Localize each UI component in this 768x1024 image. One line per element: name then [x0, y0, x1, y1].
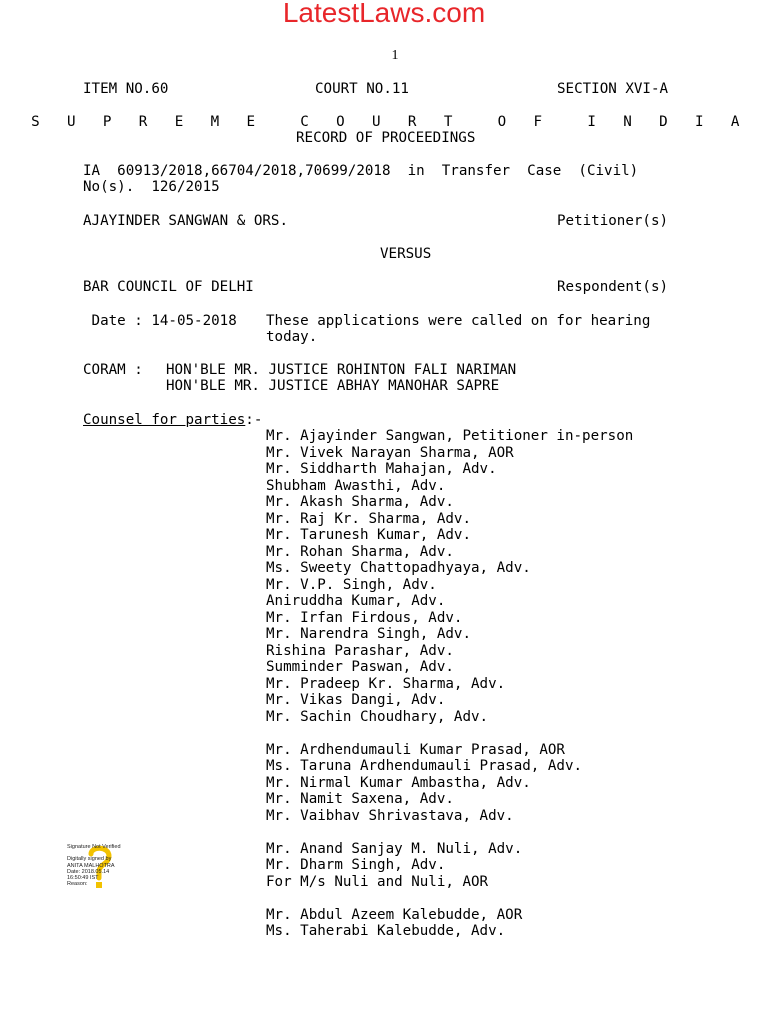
- counsel-name: Summinder Paswan, Adv.: [266, 659, 454, 675]
- counsel-name: Rishina Parashar, Adv.: [266, 642, 454, 659]
- counsel-name: Mr. Anand Sanjay M. Nuli, Adv.: [266, 840, 523, 857]
- counsel-name: Ms. Taruna Ardhendumauli Prasad, Adv.: [266, 758, 583, 774]
- counsel-name: Mr. Ardhendumauli Kumar Prasad, AOR: [266, 741, 565, 758]
- hearing-date: Date : 14-05-2018: [83, 313, 237, 329]
- counsel-name: Mr. Dharm Singh, Adv.: [266, 857, 446, 873]
- signature-line: Signature Not Verified: [67, 844, 121, 850]
- respondent-name: BAR COUNCIL OF DELHI: [83, 279, 254, 295]
- counsel-group-gap: [266, 824, 633, 841]
- coram-label: CORAM :: [83, 362, 143, 378]
- record-title: RECORD OF PROCEEDINGS: [296, 130, 476, 146]
- counsel-group-gap: [266, 725, 633, 742]
- counsel-name: Mr. Vaibhav Shrivastava, Adv.: [266, 807, 514, 824]
- counsel-name: Mr. Raj Kr. Sharma, Adv.: [266, 510, 471, 527]
- counsel-name: Mr. Vikas Dangi, Adv.: [266, 692, 446, 708]
- court-name: S U P R E M E C O U R T O F I N D I A: [31, 114, 749, 130]
- hearing-text-2: today.: [266, 329, 318, 345]
- counsel-list: [266, 428, 633, 940]
- counsel-name: Aniruddha Kumar, Adv.: [266, 593, 446, 609]
- signature-text: [67, 844, 147, 887]
- coram-judge-1: HON'BLE MR. JUSTICE ROHINTON FALI NARIMAN: [166, 362, 517, 378]
- item-number: ITEM NO.60: [83, 81, 169, 97]
- counsel-name: Mr. Akash Sharma, Adv.: [266, 494, 454, 510]
- counsel-name: For M/s Nuli and Nuli, AOR: [266, 873, 489, 890]
- counsel-name: Mr. V.P. Singh, Adv.: [266, 576, 437, 593]
- signature-line: Reason:: [67, 881, 88, 888]
- counsel-heading: Counsel for parties: [83, 412, 246, 428]
- counsel-name: Mr. Tarunesh Kumar, Adv.: [266, 527, 471, 543]
- counsel-heading-suffix: :-: [245, 412, 263, 428]
- counsel-name: Mr. Namit Saxena, Adv.: [266, 791, 454, 807]
- coram-judge-2: HON'BLE MR. JUSTICE ABHAY MANOHAR SAPRE: [166, 378, 500, 394]
- counsel-name: Mr. Nirmal Kumar Ambastha, Adv.: [266, 774, 531, 791]
- counsel-name: Mr. Rohan Sharma, Adv.: [266, 543, 454, 560]
- signature-line: ANITA MALHOTRA: [67, 862, 115, 869]
- counsel-name: Mr. Ajayinder Sangwan, Petitioner in-person: [266, 428, 634, 444]
- section-label: SECTION XVI-A: [557, 81, 669, 97]
- counsel-name: Mr. Narendra Singh, Adv.: [266, 626, 471, 642]
- counsel-name: Mr. Vivek Narayan Sharma, AOR: [266, 444, 514, 461]
- counsel-name: Mr. Pradeep Kr. Sharma, Adv.: [266, 675, 506, 692]
- counsel-name: Mr. Irfan Firdous, Adv.: [266, 609, 463, 626]
- petitioner-role: Petitioner(s): [557, 213, 669, 229]
- court-number: COURT NO.11: [315, 81, 409, 97]
- watermark-logo-text: LatestLaws.com: [282, 0, 486, 28]
- counsel-heading-row: [83, 412, 262, 429]
- counsel-name: Mr. Siddharth Mahajan, Adv.: [266, 461, 497, 477]
- counsel-name: Ms. Sweety Chattopadhyaya, Adv.: [266, 560, 531, 576]
- digital-signature-block: [67, 844, 147, 892]
- counsel-name: Mr. Abdul Azeem Kalebudde, AOR: [266, 906, 523, 923]
- counsel-group-gap: [266, 890, 633, 907]
- page-number: 1: [391, 48, 399, 63]
- respondent-role: Respondent(s): [557, 279, 669, 295]
- counsel-name: Shubham Awasthi, Adv.: [266, 477, 446, 494]
- signature-line: 16:50:49 IST: [67, 875, 99, 882]
- hearing-text-1: These applications were called on for hearing: [266, 313, 651, 329]
- case-line-1: IA 60913/2018,66704/2018,70699/2018 in Transfer Case (Civil): [83, 163, 639, 179]
- case-line-2: No(s). 126/2015: [83, 179, 220, 195]
- counsel-name: Mr. Sachin Choudhary, Adv.: [266, 708, 489, 725]
- signature-line: Digitally signed by: [67, 856, 112, 863]
- counsel-name: Ms. Taherabi Kalebudde, Adv.: [266, 923, 506, 939]
- signature-line: Date: 2018.05.14: [67, 868, 110, 875]
- petitioner-name: AJAYINDER SANGWAN & ORS.: [83, 213, 288, 229]
- versus-label: VERSUS: [380, 246, 432, 262]
